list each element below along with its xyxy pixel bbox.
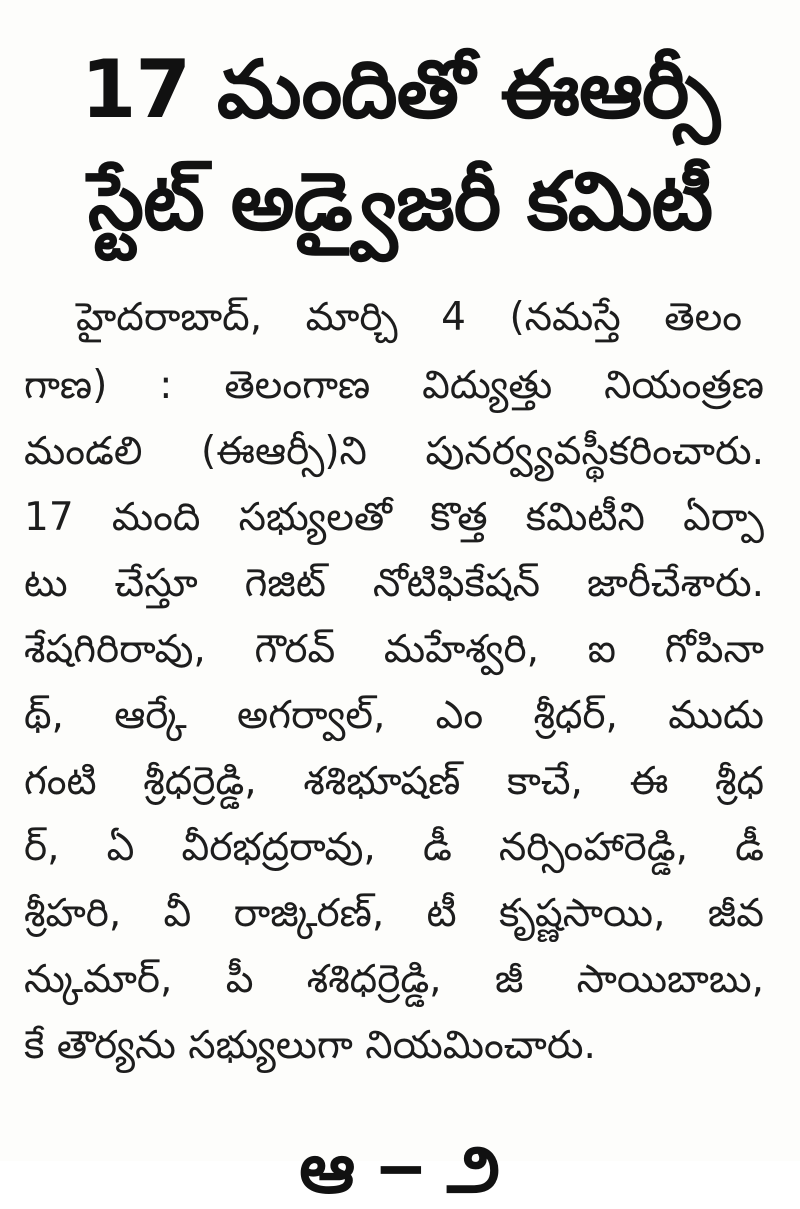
body-line: శేషగిరిరావు, గౌరవ్ మహేశ్వరి, ఐ గోపినా xyxy=(24,627,764,672)
headline-line-2: స్టేట్ అడ్వైజరీ కమిటీ xyxy=(87,155,713,248)
body-line: టు చేస్తూ గెజిట్ నోటిఫికేషన్ జారీచేశారు. xyxy=(24,561,764,606)
body-line: మండలి (ఈఆర్సీ)ని పునర్వ్యవస్థీకరించారు. xyxy=(24,429,764,474)
body-line: ర్, ఏ వీరభద్రరావు, డీ నర్సింహారెడ్డి, డీ xyxy=(24,825,764,870)
body-line: 17 మంది సభ్యులతో కొత్త కమిటీని ఏర్పా xyxy=(24,495,764,540)
body-line: శ్రీహరి, వీ రాజ్కిరణ్, టీ కృష్ణసాయి, జీవ xyxy=(24,891,764,936)
body-line: హైదరాబాద్, మార్చి 4 (నమస్తే తెలం xyxy=(76,295,742,340)
body-line: కే తౌర్యను సభ్యులుగా నియమించారు. xyxy=(24,1023,596,1068)
body-line: గాణ) : తెలంగాణ విద్యుత్తు నియంత్రణ xyxy=(24,363,764,408)
body-line: థ్, ఆర్కే అగర్వాల్, ఎం శ్రీధర్, ముదు xyxy=(24,693,764,738)
headline-line-1: 17 మందితో ఈఆర్సీ xyxy=(80,43,720,136)
body-line: గంటి శ్రీధర్రెడ్డి, శశిభూషణ్ కాచే, ఈ శ్రీధ xyxy=(24,759,764,804)
body-line: న్కుమార్, పీ శశిధర్రెడ్డి, జీ సాయిబాబు, xyxy=(24,957,764,1002)
next-headline-cutoff: ఆ ౼ ౨ xyxy=(299,1127,501,1209)
